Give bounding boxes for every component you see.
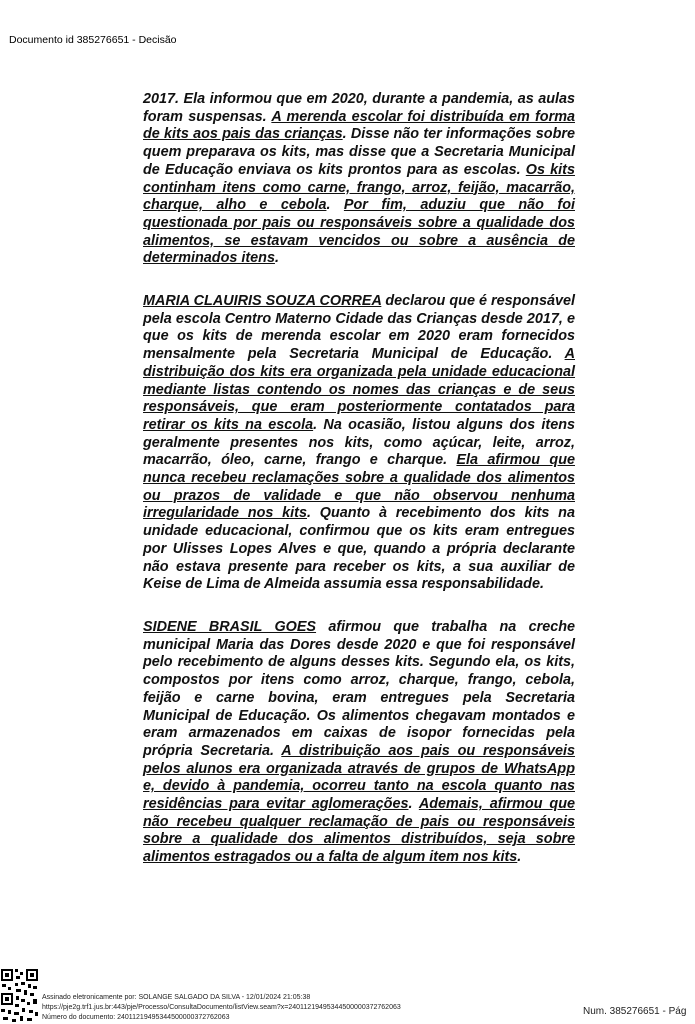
qr-code-icon (0, 966, 40, 1024)
underlined-passage: SIDENE BRASIL GOES (143, 618, 317, 635)
text-passage: . Quanto à recebimento dos kits na unidade educacional, confirmou que os kits eram entregues por Ulisses Lopes Alves e que, quando a própria declarante não estava presente para receber os kits, a sua auxiliar de Keise de Lima de Almeida assumia essa responsabilidade. (143, 505, 575, 593)
underlined-passage: Ademais, afirmou que não recebeu qualquer reclamação de pais ou responsáveis sobre a qualidade dos alimentos distribuídos, seja sobre alimentos estragados ou a falta de algum item nos kits (143, 796, 575, 866)
text-passage: afirmou que trabalha na creche municipal Maria das Dores desde 2020 e que foi responsável pelo recebimento de alguns desses kits. Segundo ela, os kits, compostos por itens como arroz, charque, frango, cebola, feijão e carne bovina, eram entregues pela Secretaria Municipal de Educação. Os alimentos chegavam montados e eram armazenados em caixas de isopor fornecidas pela própria Secretaria. (143, 618, 576, 759)
text-passage: . Na ocasião, listou alguns dos itens geralmente presentes nos kits, como açúcar, leite, arroz, macarrão, óleo, carne, frango e charque. (143, 416, 575, 469)
document-body (143, 91, 575, 892)
paragraph-testimony-1 (143, 91, 575, 268)
underlined-passage: A merenda escolar foi distribuída em forma de kits aos pais das crianças (143, 108, 575, 143)
underlined-passage: Ela afirmou que nunca recebeu reclamações sobre a qualidade dos alimentos ou prazos de validade e que não observou nenhuma irregularidade nos kits (143, 452, 575, 522)
underlined-passage: Os kits continham itens como carne, frango, arroz, feijão, macarrão, charque, alho e cebola (143, 161, 575, 214)
underlined-passage: A distribuição aos pais ou responsáveis pelos alunos era organizada através de grupos de WhatsApp e, devido à pandemia, ocorreu tanto na escola quanto nas residências para evitar aglomerações (143, 742, 576, 813)
signature-footer (42, 993, 401, 1024)
document-id-header: Documento id 385276651 - Decisão (9, 34, 177, 46)
underlined-passage: Por fim, aduziu que não foi questionada por pais ou responsáveis sobre a qualidade dos alimentos, se estavam vencidos ou sobre a ausência de determinados itens (143, 197, 575, 267)
signed-by-line: Assinado eletronicamente por: SOLANGE SALGADO DA SILVA - 12/01/2024 21:05:38 (42, 994, 311, 1001)
paragraph-testimony-sidene (143, 619, 575, 867)
underlined-passage: A distribuição dos kits era organizada pela unidade educacional mediante listas contendo os nomes das crianças e de seus responsáveis, que eram posteriormente contatados para retirar os kits na escola (143, 346, 575, 433)
text-passage: . (274, 250, 279, 267)
page-number: Num. 385276651 - Pág (583, 1006, 687, 1017)
text-passage: . (408, 796, 419, 813)
text-passage: . Disse não ter informações sobre quem preparava os kits, mas disse que a Secretaria Municipal de Educação enviava os kits prontos para as escolas. (143, 126, 575, 178)
text-passage: . (517, 849, 522, 866)
underlined-passage: MARIA CLAUIRIS SOUZA CORREA (143, 293, 382, 310)
text-passage: declarou que é responsável pela escola Centro Materno Cidade das Crianças desde 2017, e que os kits de merenda escolar em 2020 eram fornecidos mensalmente pela Secretaria Municipal de Educação. (143, 293, 575, 363)
paragraph-testimony-maria (143, 293, 575, 594)
document-number-line: Número do documento: 24011219495344500000372762063 (42, 1014, 230, 1022)
text-passage: . (326, 197, 344, 214)
document-url-line[interactable]: https://pje2g.trf1.jus.br:443/pje/Processo/ConsultaDocumento/listView.seam?x=24011219495344500000372762063 (42, 1004, 401, 1012)
text-passage: 2017. Ela informou que em 2020, durante a pandemia, as aulas foram suspensas. (143, 91, 575, 125)
